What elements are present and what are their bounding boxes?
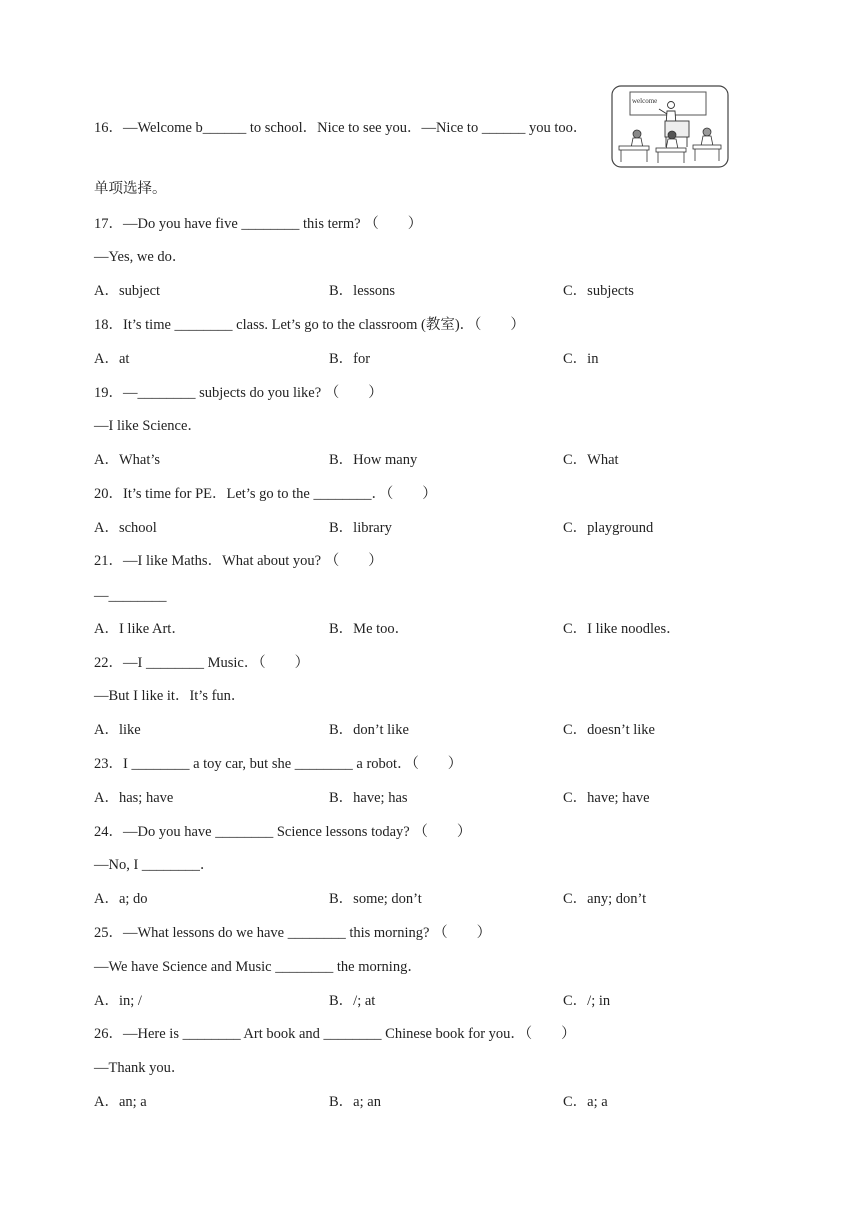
question-dialogue-line: —We have Science and Music ________ the morning． <box>94 959 422 975</box>
option-c: C．have; have <box>563 790 650 806</box>
option-b: B．some; don’t <box>329 891 422 907</box>
option-a: A．an; a <box>94 1094 147 1110</box>
question-stem: 22．—I ________ Music．（ ） <box>94 655 310 671</box>
question-stem: 18．It’s time ________ class. Let’s go to the classroom (教室)．（ ） <box>94 317 525 333</box>
option-b: B．have; has <box>329 790 408 806</box>
option-c: C．doesn’t like <box>563 722 655 738</box>
option-a: A．at <box>94 351 130 367</box>
option-c: C．What <box>563 452 619 468</box>
option-a: A．What’s <box>94 452 161 468</box>
option-b: B．How many <box>329 452 418 468</box>
option-a: A．in; / <box>94 993 142 1009</box>
question-stem: 25．—What lessons do we have ________ this morning? （ ） <box>94 925 492 941</box>
option-b: B．/; at <box>329 993 376 1009</box>
option-a: A．I like Art． <box>94 621 186 637</box>
option-a: A．subject <box>94 283 161 299</box>
question-stem: 23．I ________ a toy car, but she ________ a robot．（ ） <box>94 756 463 772</box>
question-stem: 17．—Do you have five ________ this term? （ ） <box>94 216 423 232</box>
question-dialogue-line: —Yes, we do． <box>94 249 187 265</box>
option-c: C．/; in <box>563 993 611 1009</box>
option-b: B．a; an <box>329 1094 381 1110</box>
classroom-picture-icon <box>611 85 729 168</box>
question-dialogue-line: —I like Science． <box>94 418 202 434</box>
question-stem: 24．—Do you have ________ Science lessons today? （ ） <box>94 824 472 840</box>
question-stem: 26．—Here is ________ Art book and ________ Chinese book for you．（ ） <box>94 1026 576 1042</box>
question-dialogue-line: —________ <box>94 588 167 604</box>
option-b: B．don’t like <box>329 722 409 738</box>
question-dialogue-line: —Thank you． <box>94 1060 186 1076</box>
question-stem: 21．—I like Maths．What about you? （ ） <box>94 553 383 569</box>
option-c: C．playground <box>563 520 654 536</box>
option-b: B．library <box>329 520 392 536</box>
question-16-text: 16．—Welcome b______ to school．Nice to see you．—Nice to ______ you too． <box>94 120 588 136</box>
section-title: 单项选择。 <box>94 181 167 197</box>
question-stem: 20．It’s time for PE．Let’s go to the ________．（ ） <box>94 486 437 502</box>
question-dialogue-line: —No, I ________． <box>94 857 215 873</box>
option-c: C．a; a <box>563 1094 608 1110</box>
option-a: A．has; have <box>94 790 174 806</box>
option-b: B．lessons <box>329 283 396 299</box>
option-c: C．in <box>563 351 599 367</box>
option-b: B．Me too． <box>329 621 410 637</box>
option-c: C．subjects <box>563 283 634 299</box>
question-dialogue-line: —But I like it．It’s fun． <box>94 688 246 704</box>
question-stem: 19．—________ subjects do you like? （ ） <box>94 385 383 401</box>
board-text: welcome <box>632 97 658 105</box>
option-b: B．for <box>329 351 371 367</box>
classroom-illustration <box>611 85 729 168</box>
option-a: A．school <box>94 520 157 536</box>
option-c: C．I like noodles． <box>563 621 681 637</box>
option-c: C．any; don’t <box>563 891 647 907</box>
option-a: A．like <box>94 722 141 738</box>
option-a: A．a; do <box>94 891 148 907</box>
